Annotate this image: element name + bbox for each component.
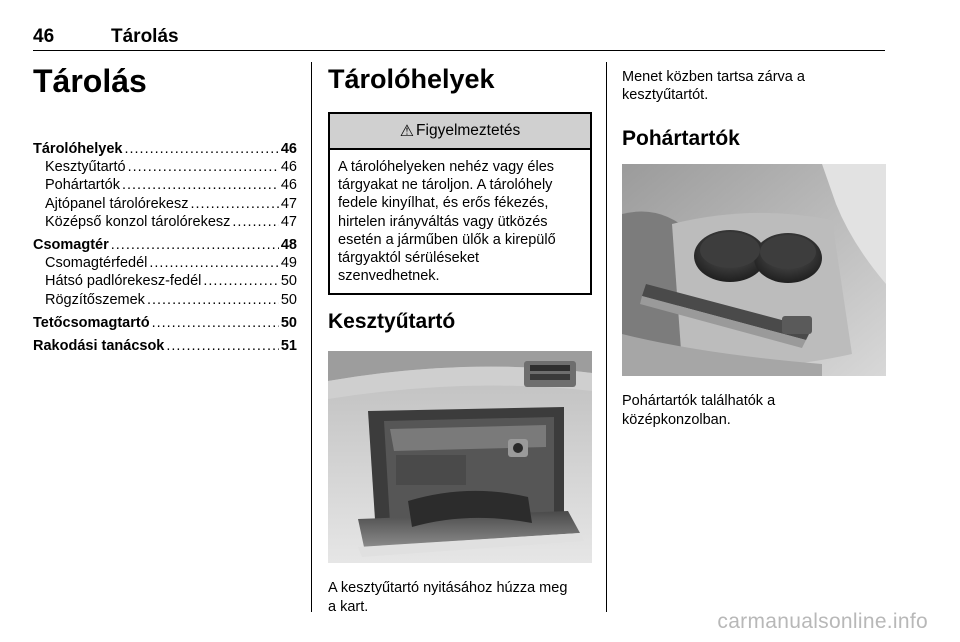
toc-entry[interactable]	[33, 158, 297, 176]
caption-line: Pohártartók találhatók a	[622, 393, 776, 410]
warning-line: tárgyakat ne tároljon. A tárolóhely	[338, 177, 553, 194]
table-of-contents	[33, 140, 297, 355]
toc-entry[interactable]	[33, 337, 297, 355]
toc-entry[interactable]	[33, 254, 297, 272]
toc-entry-text: Tetőcsomagtartó	[33, 314, 150, 331]
glovebox-title: Kesztyűtartó	[328, 310, 456, 334]
cupholder-caption	[622, 392, 886, 428]
toc-entry-text: Rakodási tanácsok	[33, 338, 165, 355]
left-column	[33, 62, 297, 355]
warning-label: Figyelmeztetés	[416, 122, 521, 139]
middle-column	[328, 62, 592, 616]
toc-leader-dots	[147, 291, 279, 309]
toc-entry-text: Ajtópanel tárolórekesz	[45, 195, 189, 212]
glovebox-note	[622, 68, 886, 104]
caption-line: A kesztyűtartó nyitásához húzza meg	[328, 580, 568, 597]
toc-entry-page: 46	[280, 159, 297, 176]
toc-entry-page: 46	[280, 177, 297, 194]
toc-entry-text: Csomagtérfedél	[45, 255, 148, 272]
toc-entry-page: 46	[280, 141, 297, 157]
warning-line: hirtelen irányváltás vagy ütközés	[338, 213, 548, 230]
right-column	[622, 62, 886, 429]
header-rule	[33, 50, 885, 51]
toc-entry-page: 49	[280, 255, 297, 272]
watermark: carmanualsonline.info	[717, 610, 928, 633]
toc-entry-text: Tárolóhelyek	[33, 141, 123, 157]
toc-entry-text: Középső konzol tárolórekesz	[45, 213, 231, 230]
toc-entry[interactable]	[33, 314, 297, 332]
toc-entry-page: 50	[280, 273, 297, 290]
warning-box	[328, 112, 592, 295]
warning-triangle-icon: ⚠	[399, 123, 415, 140]
toc-entry[interactable]	[33, 140, 297, 158]
chapter-title: Tárolás	[33, 63, 147, 99]
caption-line: a kart.	[328, 598, 369, 615]
toc-leader-dots	[203, 272, 278, 290]
toc-entry-page: 47	[280, 213, 297, 230]
warning-line: esetén a járműben ülők a kirepülő	[338, 231, 556, 248]
toc-entry[interactable]	[33, 176, 297, 194]
toc-entry-text: Rögzítőszemek	[45, 291, 145, 308]
toc-leader-dots	[128, 158, 279, 176]
toc-leader-dots	[152, 314, 279, 332]
toc-entry-page: 51	[280, 338, 297, 355]
toc-leader-dots	[190, 195, 278, 213]
warning-line: fedele kinyílhat, és erős fékezés,	[338, 195, 549, 212]
header-title: Tárolás	[111, 26, 179, 47]
toc-leader-dots	[149, 254, 279, 272]
toc-entry-page: 50	[280, 291, 297, 308]
text-line: kesztyűtartót.	[622, 87, 709, 104]
toc-leader-dots	[232, 213, 278, 231]
column-divider-right	[606, 62, 607, 612]
caption-line: középkonzolban.	[622, 411, 731, 428]
section-title: Tárolóhelyek	[328, 64, 495, 94]
toc-leader-dots	[111, 236, 279, 254]
toc-entry-text: Csomagtér	[33, 237, 109, 254]
toc-entry-text: Pohártartók	[45, 177, 120, 194]
warning-line: tárgyaktól sérüléseket	[338, 250, 480, 267]
column-divider-left	[311, 62, 312, 612]
warning-line: A tárolóhelyeken nehéz vagy éles	[338, 159, 555, 175]
warning-header	[330, 114, 590, 150]
warning-line: szenvedhetnek.	[338, 268, 440, 285]
glovebox-caption	[328, 579, 592, 615]
toc-entry-text: Kesztyűtartó	[45, 159, 126, 176]
cupholder-title: Pohártartók	[622, 127, 740, 151]
toc-leader-dots	[166, 337, 278, 355]
page-header	[33, 24, 885, 50]
toc-entry-text: Hátsó padlórekesz-fedél	[45, 273, 202, 290]
warning-text	[330, 150, 590, 293]
toc-entry[interactable]	[33, 272, 297, 290]
text-line: Menet közben tartsa zárva a	[622, 69, 805, 85]
toc-entry[interactable]	[33, 195, 297, 213]
toc-leader-dots	[122, 176, 279, 194]
toc-entry-page: 48	[280, 237, 297, 254]
toc-entry[interactable]	[33, 236, 297, 254]
toc-leader-dots	[124, 140, 278, 158]
page-number: 46	[33, 26, 55, 47]
toc-entry-page: 50	[280, 314, 297, 331]
toc-entry[interactable]	[33, 213, 297, 231]
cupholder-illustration	[622, 164, 886, 376]
toc-entry[interactable]	[33, 291, 297, 309]
toc-entry-page: 47	[280, 195, 297, 212]
glovebox-illustration	[328, 351, 592, 563]
